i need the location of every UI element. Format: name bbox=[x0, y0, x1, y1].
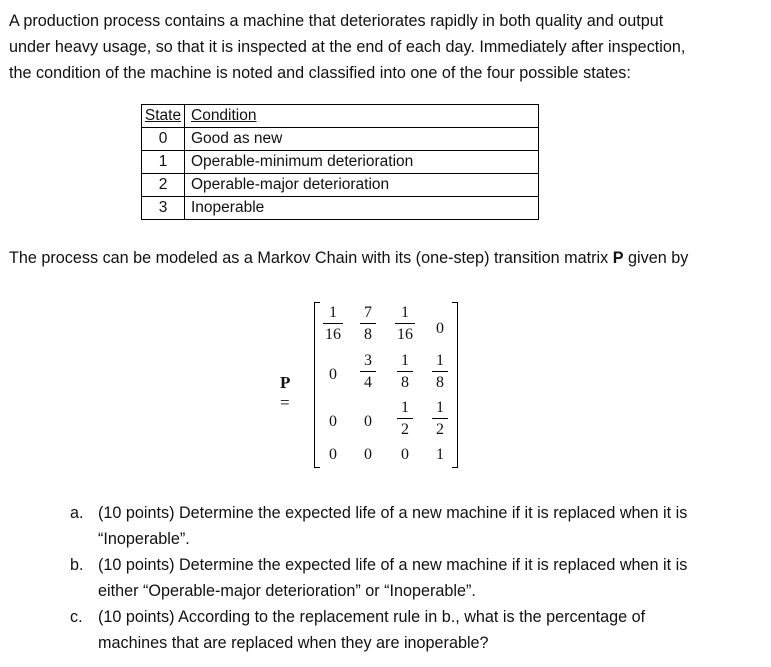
table-header-row bbox=[142, 105, 539, 128]
question-item bbox=[62, 552, 752, 604]
question-line: machines that are replaced when they are inoperable? bbox=[98, 634, 489, 652]
matrix-cell-3-3: 1 bbox=[436, 446, 444, 463]
question-line: (10 points) Determine the expected life of a new machine if it is replaced when it is bbox=[98, 504, 688, 522]
question-marker: a. bbox=[70, 504, 84, 522]
table-row bbox=[142, 128, 539, 151]
condition-cell: Inoperable bbox=[185, 197, 539, 220]
column-header-condition: Condition bbox=[185, 105, 539, 128]
states-table bbox=[141, 104, 539, 220]
column-header-state: State bbox=[142, 105, 185, 128]
question-item bbox=[62, 604, 752, 656]
table-row bbox=[142, 197, 539, 220]
questions-list bbox=[62, 500, 752, 656]
matrix-cell-2-3: 1 2 bbox=[425, 399, 455, 438]
intro-line: A production process contains a machine that deteriorates rapidly in both quality and output bbox=[9, 12, 664, 30]
markov-sentence bbox=[9, 249, 688, 268]
matrix-cell-2-2: 1 2 bbox=[390, 399, 420, 438]
table-row bbox=[142, 174, 539, 197]
question-marker: c. bbox=[70, 608, 83, 626]
matrix-cell-3-1: 0 bbox=[364, 446, 372, 463]
matrix-cell-2-0: 0 bbox=[329, 413, 337, 430]
question-line: (10 points) According to the replacement rule in b., what is the percentage of bbox=[98, 608, 646, 626]
markov-text-before: The process can be modeled as a Markov Chain with its (one-step) transition matrix bbox=[9, 249, 613, 267]
table-row bbox=[142, 151, 539, 174]
question-line: either “Operable-major deterioration” or “Inoperable”. bbox=[98, 582, 476, 600]
question-item bbox=[62, 500, 752, 552]
condition-cell: Good as new bbox=[185, 128, 539, 151]
state-cell: 0 bbox=[142, 128, 185, 151]
matrix-cell-0-2: 1 16 bbox=[397, 304, 413, 343]
markov-bold-p: P bbox=[612, 249, 624, 267]
intro-paragraph bbox=[9, 8, 761, 86]
matrix-cell-0-1: 7 8 bbox=[353, 304, 383, 343]
matrix-cell-2-1: 0 bbox=[364, 413, 372, 430]
question-line: (10 points) Determine the expected life of a new machine if it is replaced when it is bbox=[98, 556, 688, 574]
matrix-cell-0-0: 1 16 bbox=[325, 304, 341, 343]
condition-cell: Operable-minimum deterioration bbox=[185, 151, 539, 174]
markov-text-after: given by bbox=[623, 249, 689, 267]
matrix-cell-3-0: 0 bbox=[329, 446, 337, 463]
matrix-label: P = bbox=[280, 373, 291, 412]
matrix-cell-1-0: 0 bbox=[329, 366, 337, 383]
state-cell: 3 bbox=[142, 197, 185, 220]
matrix-cell-1-1: 3 4 bbox=[353, 352, 383, 391]
condition-cell: Operable-major deterioration bbox=[185, 174, 539, 197]
equals-sign: = bbox=[280, 393, 290, 412]
question-line: “Inoperable”. bbox=[98, 530, 190, 548]
matrix-cell-1-3: 1 8 bbox=[425, 352, 455, 391]
state-cell: 1 bbox=[142, 151, 185, 174]
intro-line: under heavy usage, so that it is inspected at the end of each day. Immediately after inspection, bbox=[9, 38, 686, 56]
intro-line: the condition of the machine is noted and classified into one of the four possible states: bbox=[9, 64, 631, 82]
question-marker: b. bbox=[70, 556, 84, 574]
matrix-cell-3-2: 0 bbox=[401, 446, 409, 463]
state-cell: 2 bbox=[142, 174, 185, 197]
matrix-cell-1-2: 1 8 bbox=[390, 352, 420, 391]
matrix-cell-0-3: 0 bbox=[436, 320, 444, 337]
